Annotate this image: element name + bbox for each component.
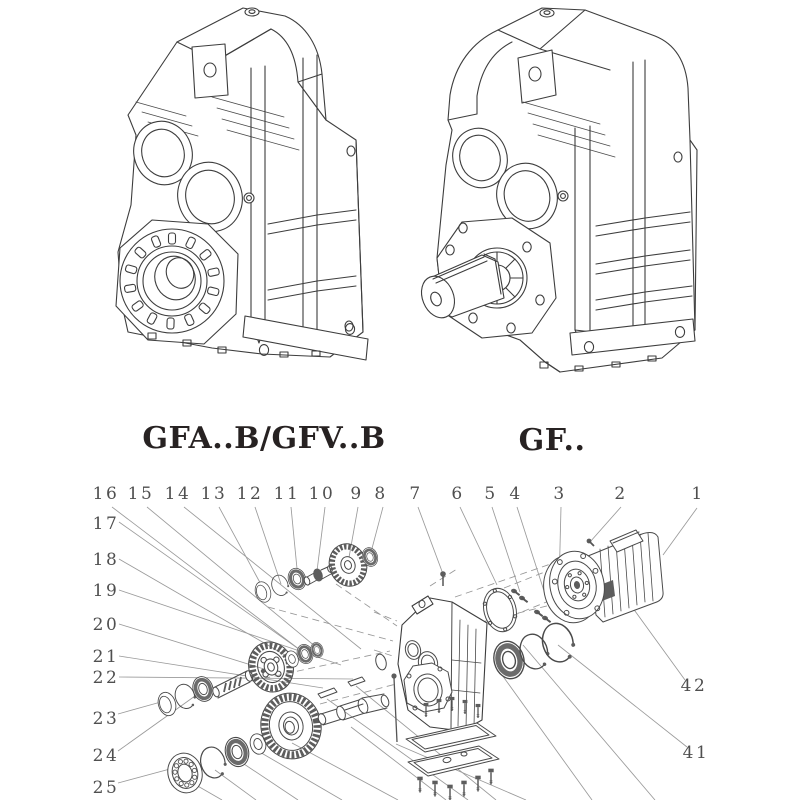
hollow-shaft-bearing — [116, 220, 238, 344]
callout-24: 24 — [92, 746, 120, 766]
callout-10: 10 — [308, 484, 336, 504]
left-figure-label: GFA..B/GFV..B — [142, 421, 386, 456]
callout-7: 7 — [409, 484, 423, 504]
callout-11: 11 — [273, 484, 301, 504]
callout-21: 21 — [92, 647, 120, 667]
callout-17: 17 — [92, 514, 120, 534]
callout-4: 4 — [509, 484, 523, 504]
callout-15: 15 — [127, 484, 155, 504]
callout-14: 14 — [164, 484, 192, 504]
callout-13: 13 — [200, 484, 228, 504]
electric-motor — [538, 530, 664, 628]
right-gearbox-drawing — [416, 8, 697, 372]
callout-9: 9 — [350, 484, 364, 504]
shaft-key-2 — [348, 677, 365, 686]
input-shaft-parts — [253, 539, 446, 604]
callout-23: 23 — [92, 709, 120, 729]
exploded-view — [93, 484, 710, 800]
motor-screw — [587, 539, 594, 546]
callout-5: 5 — [484, 484, 498, 504]
callout-3: 3 — [553, 484, 567, 504]
callout-22: 22 — [92, 668, 120, 688]
callout-8: 8 — [374, 484, 388, 504]
oil-pan-cover — [408, 746, 499, 776]
callout-19: 19 — [92, 581, 120, 601]
callout-1: 1 — [691, 484, 705, 504]
shaft-key-1 — [318, 688, 337, 698]
callout-18: 18 — [92, 550, 120, 570]
callout-6: 6 — [451, 484, 465, 504]
callout-25: 25 — [92, 778, 120, 798]
left-gearbox-drawing — [116, 8, 368, 360]
callout-16: 16 — [92, 484, 120, 504]
callout-41: 41 — [682, 743, 710, 763]
gearbox-housing — [374, 596, 487, 731]
callout-12: 12 — [236, 484, 264, 504]
long-pin — [391, 673, 397, 742]
right-figure-label: GF.. — [518, 423, 586, 458]
output-shaft-exploded — [317, 694, 390, 725]
input-pinion-shaft — [303, 565, 333, 586]
callout-20: 20 — [92, 615, 120, 635]
callout-42: 42 — [680, 676, 708, 696]
callout-2: 2 — [614, 484, 628, 504]
